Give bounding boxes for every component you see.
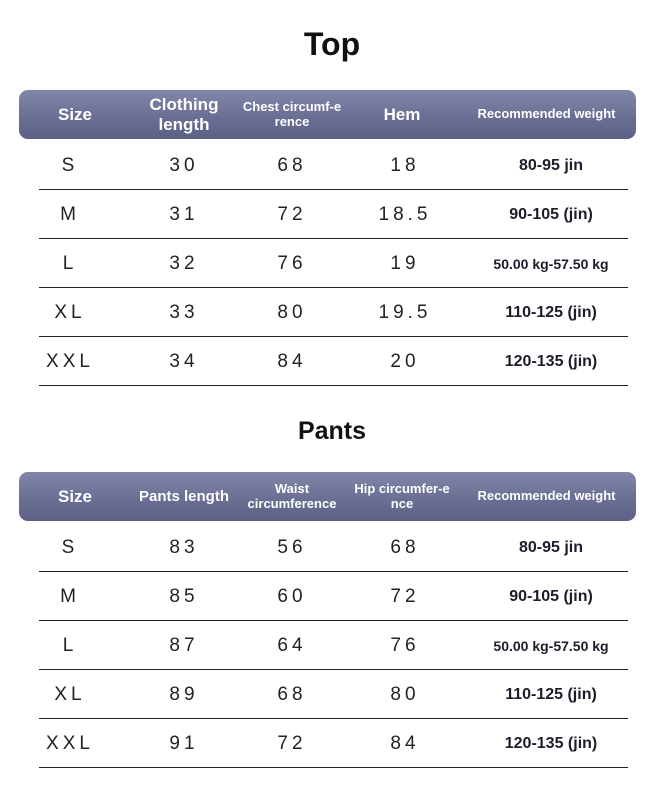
header-waist-circumference <box>237 472 347 521</box>
table-cell: 72 <box>277 732 307 754</box>
table-cell: XL <box>54 301 86 323</box>
header-hem: Hem <box>383 104 421 124</box>
header-pants-length-label: Pants length <box>138 487 229 505</box>
table-row <box>0 572 664 621</box>
table-cell: 80-95 jin <box>518 538 584 556</box>
table-row <box>0 141 664 190</box>
table-cell: XXL <box>46 732 94 754</box>
table-row <box>0 190 664 239</box>
table-cell: 76 <box>277 252 307 274</box>
table-cell: S <box>61 154 79 176</box>
header-recommended-weight: Recommended weight <box>477 488 616 504</box>
header-recommended-weight: Recommended weight <box>477 106 616 122</box>
table-cell: 18.5 <box>378 203 432 225</box>
top-table-body <box>0 141 664 386</box>
table-cell: 87 <box>169 634 199 656</box>
top-table-title: Top <box>303 26 361 62</box>
table-cell: 30 <box>169 154 199 176</box>
top-table-header <box>19 90 636 139</box>
header-size: Size <box>57 486 93 506</box>
pants-table-body <box>0 523 664 768</box>
table-cell: 68 <box>277 683 307 705</box>
table-cell: 50.00 kg-57.50 kg <box>493 637 609 654</box>
header-hip-circumference-label: Hip circumfer-ence <box>354 480 450 511</box>
table-cell: 80-95 jin <box>518 156 584 174</box>
table-cell: 60 <box>277 585 307 607</box>
table-row <box>0 670 664 719</box>
table-cell: 84 <box>390 732 420 754</box>
table-cell: 72 <box>277 203 307 225</box>
header-chest-circumference-label: Chest circumf-erence <box>242 98 342 129</box>
table-cell: 120-135 (jin) <box>504 734 598 752</box>
table-cell: 89 <box>169 683 199 705</box>
table-cell: 34 <box>169 350 199 372</box>
table-row <box>0 621 664 670</box>
table-row <box>0 719 664 768</box>
table-cell: XL <box>54 683 86 705</box>
table-cell: 80 <box>390 683 420 705</box>
table-cell: 33 <box>169 301 199 323</box>
table-cell: 32 <box>169 252 199 274</box>
table-cell: 91 <box>169 732 199 754</box>
table-cell: 83 <box>169 536 199 558</box>
header-clothing-length-label: Clothing length <box>149 94 219 134</box>
table-cell: 68 <box>277 154 307 176</box>
table-cell: 20 <box>390 350 420 372</box>
table-row <box>0 523 664 572</box>
table-cell: 76 <box>390 634 420 656</box>
table-cell: 110-125 (jin) <box>505 303 597 321</box>
table-cell: 18 <box>390 154 420 176</box>
table-cell: M <box>60 585 80 607</box>
table-cell: XXL <box>46 350 94 372</box>
header-size: Size <box>57 104 93 124</box>
table-cell: S <box>61 536 79 558</box>
table-cell: 68 <box>390 536 420 558</box>
row-divider <box>39 767 628 768</box>
header-waist-circumference-label: Waist circumference <box>247 480 337 511</box>
table-row <box>0 337 664 386</box>
header-pants-length <box>131 472 237 521</box>
table-cell: 85 <box>169 585 199 607</box>
table-cell: 90-105 (jin) <box>509 587 593 605</box>
table-cell: 56 <box>277 536 307 558</box>
pants-table-header <box>19 472 636 521</box>
table-cell: L <box>62 252 78 274</box>
table-cell: 120-135 (jin) <box>504 352 598 370</box>
header-hip-circumference <box>347 472 457 521</box>
header-clothing-length <box>131 90 237 139</box>
table-cell: L <box>62 634 78 656</box>
table-cell: 50.00 kg-57.50 kg <box>493 255 609 272</box>
table-cell: 80 <box>277 301 307 323</box>
table-cell: 64 <box>277 634 307 656</box>
table-cell: 84 <box>277 350 307 372</box>
row-divider <box>39 385 628 386</box>
header-chest-circumference <box>237 90 347 139</box>
table-cell: 19 <box>390 252 420 274</box>
table-cell: 72 <box>390 585 420 607</box>
table-row <box>0 288 664 337</box>
pants-table-title: Pants <box>297 417 367 445</box>
table-cell: M <box>60 203 80 225</box>
table-cell: 110-125 (jin) <box>505 685 597 703</box>
table-cell: 31 <box>169 203 199 225</box>
table-cell: 90-105 (jin) <box>509 205 593 223</box>
table-cell: 19.5 <box>378 301 432 323</box>
table-row <box>0 239 664 288</box>
